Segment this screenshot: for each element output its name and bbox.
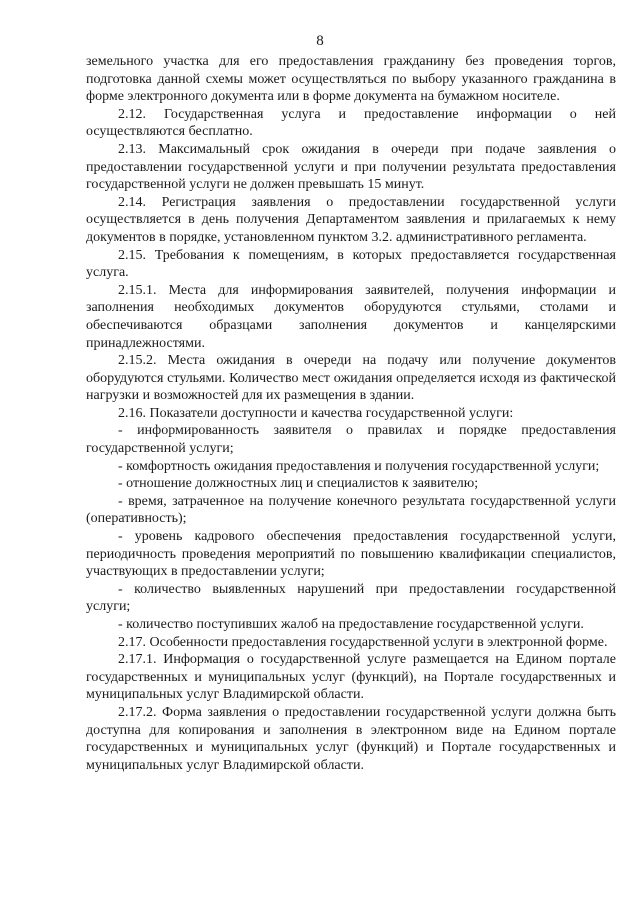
list-item-time: - время, затраченное на получение конечного результата государственной услуги (оперативность); [86,493,616,527]
paragraph-2-14: 2.14. Регистрация заявления о предоставлении государственной услуги осуществляется в день получения Департаментом заявления и прилагаемых к нему документов в порядке, установленном пунктом 3.2. административного регламента. [86,194,616,245]
page-number: 8 [316,33,324,49]
paragraph-2-17-1: 2.17.1. Информация о государственной услуге размещается на Едином портале государственных и муниципальных услуг (функций), на Портале государственных и муниципальных услуг Владимирской области. [86,652,616,703]
list-item-attitude: - отношение должностных лиц и специалистов к заявителю; [118,476,479,492]
paragraph-2-15-1: 2.15.1. Места для информирования заявителей, получения информации и заполнения необходимых документов оборудуются стульями, столами и обеспечиваются образцами заполнения документов и канцелярскими принадлежностями. [86,282,616,351]
paragraph-2-15: 2.15. Требования к помещениям, в которых предоставляется государственная услуга. [86,247,616,281]
paragraph-2-17-2: 2.17.2. Форма заявления о предоставлении государственной услуги должна быть доступна для копирования и заполнения в электронном виде на Едином портале государственных и муниципальных услуг (функций) и Портале государственных и муниципальных услуг Владимирской области. [86,704,616,773]
paragraph-2-16: 2.16. Показатели доступности и качества государственной услуги: [118,405,514,421]
paragraph-2-12: 2.12. Государственная услуга и предоставление информации о ней осуществляются бесплатно. [86,106,616,140]
list-item-violations: - количество выявленных нарушений при предоставлении государственной услуги; [86,581,616,615]
paragraph-2-17: 2.17. Особенности предоставления государственной услуги в электронной форме. [118,634,608,650]
paragraph-2-15-2: 2.15.2. Места ожидания в очереди на подачу или получение документов оборудуются стульями. Количество мест ожидания определяется исходя из фактической нагрузки и возможностей для их размещения в здании. [86,353,616,404]
list-item-staffing: - уровень кадрового обеспечения предоставления государственной услуги, периодичность проведения мероприятий по повышению квалификации специалистов, участвующих в предоставлении услуги; [86,529,616,580]
paragraph-continuation: земельного участка для его предоставления гражданину без проведения торгов, подготовка данной схемы может осуществляться по выбору указанного гражданина в форме электронного документа или в форме документа на бумажном носителе. [86,54,616,105]
list-item-informedness: - информированность заявителя о правилах и порядке предоставления государственной услуги; [86,423,616,457]
paragraph-2-13: 2.13. Максимальный срок ожидания в очереди при подаче заявления о предоставлении государственной услуги и при получении результата предоставления государственной услуги не должен превышать 15 минут. [86,141,616,193]
list-item-complaints: - количество поступивших жалоб на предоставление государственной услуги. [118,617,584,632]
document-body [86,53,616,774]
list-item-comfort: - комфортность ожидания предоставления и получения государственной услуги; [118,458,600,474]
